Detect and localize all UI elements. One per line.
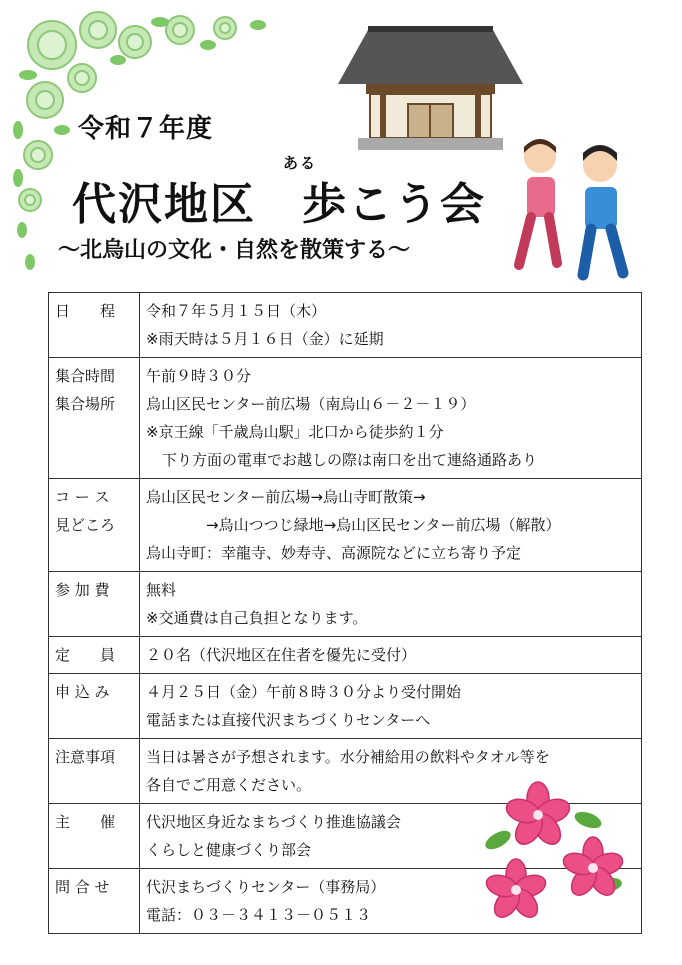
azalea-flowers-icon: [468, 780, 638, 930]
page-title: 代沢地区 歩こう会: [72, 179, 486, 230]
fiscal-year: 令和７年度: [78, 114, 214, 144]
table-row: [49, 358, 642, 479]
row-value: 当日は暑さが予想されます。水分補給用の飲料やタオル等を 各自でご用意ください。: [140, 739, 642, 804]
temple-icon: [338, 22, 523, 152]
row-label: 集合時間 集合場所: [49, 358, 140, 479]
row-value: 午前９時３０分 烏山区民センター前広場（南烏山６－２－１９） ※京王線「千歳烏山駅」北口から徒歩約１分 下り方面の電車でお越しの際は南口を出て連絡通路あり: [140, 358, 642, 479]
row-label: 注意事項: [49, 739, 140, 804]
row-value: 無料 ※交通費は自己負担となります。: [140, 572, 642, 637]
row-label: コ ー ス 見どころ: [49, 479, 140, 572]
row-value: 代沢地区身近なまちづくり推進協議会 くらしと健康づくり部会: [140, 804, 642, 869]
table-row: [49, 293, 642, 358]
row-label: 主 催: [49, 804, 140, 869]
row-label: 日 程: [49, 293, 140, 358]
row-value: 代沢まちづくりセンター（事務局） 電話：０３－３４１３－０５１３: [140, 869, 642, 934]
page-subtitle: ～北烏山の文化・自然を散策する～: [58, 238, 411, 263]
table-row: [49, 479, 642, 572]
row-value: 烏山区民センター前広場→烏山寺町散策→ →烏山つつじ緑地→烏山区民センター前広場（解散） 烏山寺町：幸龍寺、妙寿寺、高源院などに立ち寄り予定: [140, 479, 642, 572]
row-label: 定 員: [49, 637, 140, 674]
row-label: 問 合 せ: [49, 869, 140, 934]
row-value: ２０名（代沢地区在住者を優先に受付）: [140, 637, 642, 674]
table-row: [49, 637, 642, 674]
row-label: 参 加 費: [49, 572, 140, 637]
row-label: 申 込 み: [49, 674, 140, 739]
title-ruby: ある: [283, 154, 318, 172]
row-value: ４月２５日（金）午前８時３０分より受付開始 電話または直接代沢まちづくりセンターへ: [140, 674, 642, 739]
walkers-icon: [505, 135, 645, 283]
table-row: [49, 572, 642, 637]
table-row: [49, 674, 642, 739]
row-value: 令和７年５月１５日（木） ※雨天時は５月１６日（金）に延期: [140, 293, 642, 358]
